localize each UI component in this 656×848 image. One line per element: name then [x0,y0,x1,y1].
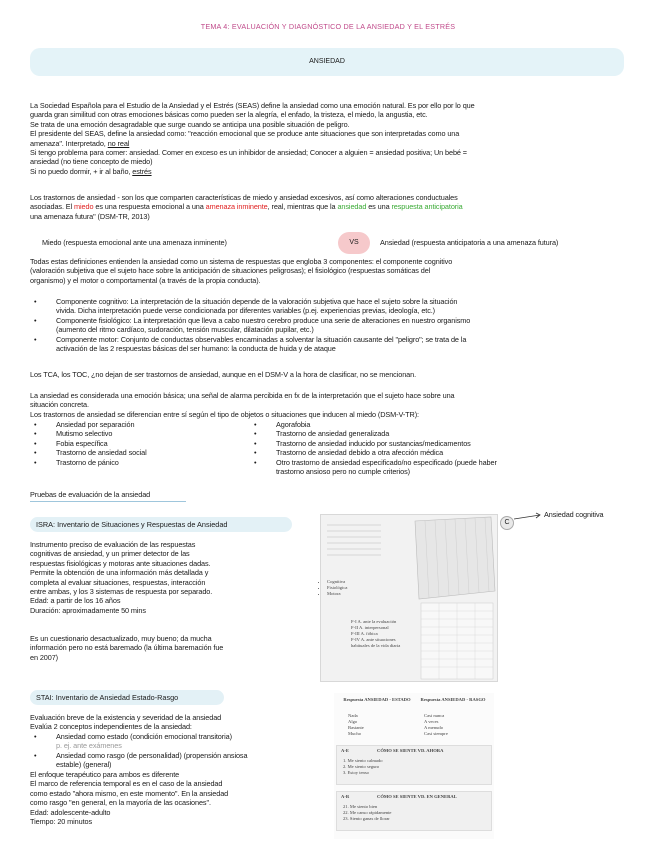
comparison-right: Ansiedad (respuesta anticipatoria a una amenaza futura) [380,238,559,247]
isra-grid-graphic [321,515,499,683]
isra-systems-list [327,579,347,597]
list-item: • Trastorno de ansiedad debido a otra afección médica [250,448,640,457]
intro-line: ansiedad (no tiene concepto de miedo) [30,157,153,167]
list-item: • Componente cognitivo: La interpretación de la situación depende de la valoración subjetiva que hace el sujeto sobre la situación vivida. Dicha interpretación puede verse condicionada por diferentes variables (p.ej. experiencias previas, ideología, etc.) [30,297,634,316]
list-item: • Componente fisiológico: La interpretación que lleva a cabo nuestro cerebro produce una serie de alteraciones en nuestro organismo (aumento del ritmo cardíaco, sudoración, tensión muscular, dilatación pupilar, etc.) [30,316,634,335]
annotation-badge: C [500,516,514,530]
trastornos-list-left [30,420,260,467]
stai-heading: STAI: Inventario de Ansiedad Estado-Rasgo [30,690,224,705]
stai-questionnaire-image [334,693,494,839]
intro-line: El presidente del SEAS, define la ansiedad como: "reacción emocional que se produce ante situaciones que son interpretadas como una [30,129,460,139]
list-item: • Trastorno de ansiedad generalizada [250,429,640,438]
componentes-line: (valoración subjetiva que el sujeto hace sobre la anticipación de situaciones peligrosas); el fisiológico (respuestas somáticas del [30,266,431,276]
stai-trait-title: Respuesta ANSIEDAD - RASGO [420,697,486,702]
list-item: • Ansiedad como estado (condición emocional transitoria) p. ej. ante exámenes [30,732,320,751]
trastornos-line: una amenaza futura" (DSM-TR, 2013) [30,211,150,221]
list-item: • Componente motor: Conjunto de conductas observables encaminadas a solventar la situación causante del "peligro"; se trata de la activación de las 2 respuestas básicas del ser humano: la conducta de huida y de ataque [30,335,634,354]
isra-note: Es un cuestionario desactualizado, muy bueno; da mucha información pero no está baremado (la última baremación fue en 2007) [30,634,224,662]
stai-bullets [30,732,320,770]
trastornos-list-right [250,420,640,467]
arrow-icon [512,512,544,522]
stai-state-block: A-E CÓMO SE SIENTE VD. AHORA 1. Me siento calmado 2. Me siento seguro 3. Estoy tenso [336,745,492,785]
comparison-left: Miedo (respuesta emocional ante una amenaza inminente) [42,238,227,247]
trastornos-line: Los trastornos de ansiedad - son los que comparten características de miedo y ansiedad excesivos, así como alteraciones conductuales [30,193,458,202]
stai-state-title: Respuesta ANSIEDAD - ESTADO [343,697,411,702]
componentes-line: Todas estas definiciones entienden la ansiedad como un sistema de respuestas que engloba 3 componentes: el componente cognitivo [30,257,453,266]
isra-factors: F-I A. ante la evaluación F-II A. interpersonal F-III A. fóbica F-IV A. ante situaciones habituales de la vida diaria [351,619,401,648]
intro-line: La Sociedad Española para el Estudio de la Ansiedad y el Estrés (SEAS) define la ansiedad como una emoción natural. Es por ello por lo que [30,101,475,110]
clasificacion-line: Los trastornos de ansiedad se diferencian entre sí según el tipo de objetos o situaciones que inducen al miedo (DSM-V-TR): [30,409,419,419]
intro-line: guarda gran similitud con otras emociones básicas como pueden ser la alegría, el enfado, la tristeza, el miedo, la angustia, etc. [30,110,428,120]
intro-line: amenaza". Interpretado, no real [30,138,130,148]
stai-details: El enfoque terapéutico para ambos es diferente El marco de referencia temporal es en el caso de la ansiedad como estado "ahora mismo, en este momento". En la ansiedad como rasgo "en general, en la mayoría de las ocasiones". Edad: adolescente-adulto Tiempo: 20 minutos [30,770,229,827]
stai-state-options: Nada Algo Bastante Mucho [348,713,364,736]
list-item: • Motora [327,591,347,597]
list-item: • Otro trastorno de ansiedad especificado/no especificado (puede haber [250,458,640,467]
trastornos-line: asociadas. El miedo es una respuesta emocional a una amenaza inminente, real, mientras que la ansiedad es una respuesta anticipatoria [30,202,463,212]
list-item-continuation: trastorno ansioso pero no cumple criterios) [276,467,410,476]
isra-questionnaire-image [320,514,498,682]
list-item: • Trastorno de ansiedad inducido por sustancias/medicamentos [250,439,640,448]
intro-line: Se trata de una emoción desagradable que surge cuando se anticipa una posible situación de peligro. [30,119,350,129]
componentes-line: organismo) y el motor o comportamental (a través de la propia conducta). [30,275,261,285]
list-item: • Fobia específica [30,439,260,448]
list-item: • Ansiedad por separación [30,420,260,429]
clasificacion-line: situación concreta. [30,400,89,410]
clasificacion-line: La ansiedad es considerada una emoción básica; una señal de alarma percibida en fx de la interpretación que el sujeto hace sobre una [30,391,455,400]
list-item: • Fisiológica [327,585,347,591]
intro-paragraph [30,101,630,176]
stai-description: Evaluación breve de la existencia y severidad de la ansiedad Evalúa 2 conceptos independientes de la ansiedad: [30,713,222,732]
intro-line: Si tengo problema para comer: ansiedad. Comer en exceso es un inhibidor de ansiedad; Conocer a alguien = ansiedad positiva; Un bebé = [30,148,467,158]
vs-badge: VS [338,232,370,254]
intro-line: Si no puedo dormir, + ir al baño, estrés [30,166,152,176]
list-item: • Trastorno de pánico [30,458,260,467]
annotation-label: Ansiedad cognitiva [544,510,604,519]
pruebas-heading: Pruebas de evaluación de la ansiedad [30,490,186,502]
list-item: • Agorafobia [250,420,640,429]
document-title: TEMA 4: EVALUACIÓN Y DIAGNÓSTICO DE LA ANSIEDAD Y EL ESTRÉS [200,22,456,31]
list-item: • Cognitiva [327,579,347,585]
section-banner: ANSIEDAD [30,48,624,76]
stai-trait-block: A-R CÓMO SE SIENTE VD. EN GENERAL 21. Me siento bien 22. Me canso rápidamente 23. Siento ganas de llorar [336,791,492,831]
componentes-paragraph [30,257,634,285]
toc-note: Los TCA, los TOC, ¿no dejan de ser trastornos de ansiedad, aunque en el DSM-V a la hora de clasificar, no se mencionan. [30,370,417,379]
isra-description: Instrumento preciso de evaluación de las respuestas cognitivas de ansiedad, y un primer detector de las respuestas fisiológicas y motoras ante situaciones dadas. Permite la obtención de una información más detallada y completa al evaluar situaciones, respuestas, interacción entre ambas, y los 3 sistemas de respuesta por separado. Edad: a partir de los 16 años Duración: aproximadamente 50 mins [30,540,213,615]
clasificacion-paragraph [30,391,634,419]
componentes-list [30,297,634,353]
trastornos-paragraph [30,193,634,221]
stai-trait-options: Casi nunca A veces A menudo Casi siempre [424,713,448,736]
list-item: • Mutismo selectivo [30,429,260,438]
comparison-row [30,232,630,254]
list-item: • Ansiedad como rasgo (de personalidad) (propensión ansiosa estable) (general) [30,751,320,770]
list-item: • Trastorno de ansiedad social [30,448,260,457]
isra-heading: ISRA: Inventario de Situaciones y Respuestas de Ansiedad [30,517,292,532]
